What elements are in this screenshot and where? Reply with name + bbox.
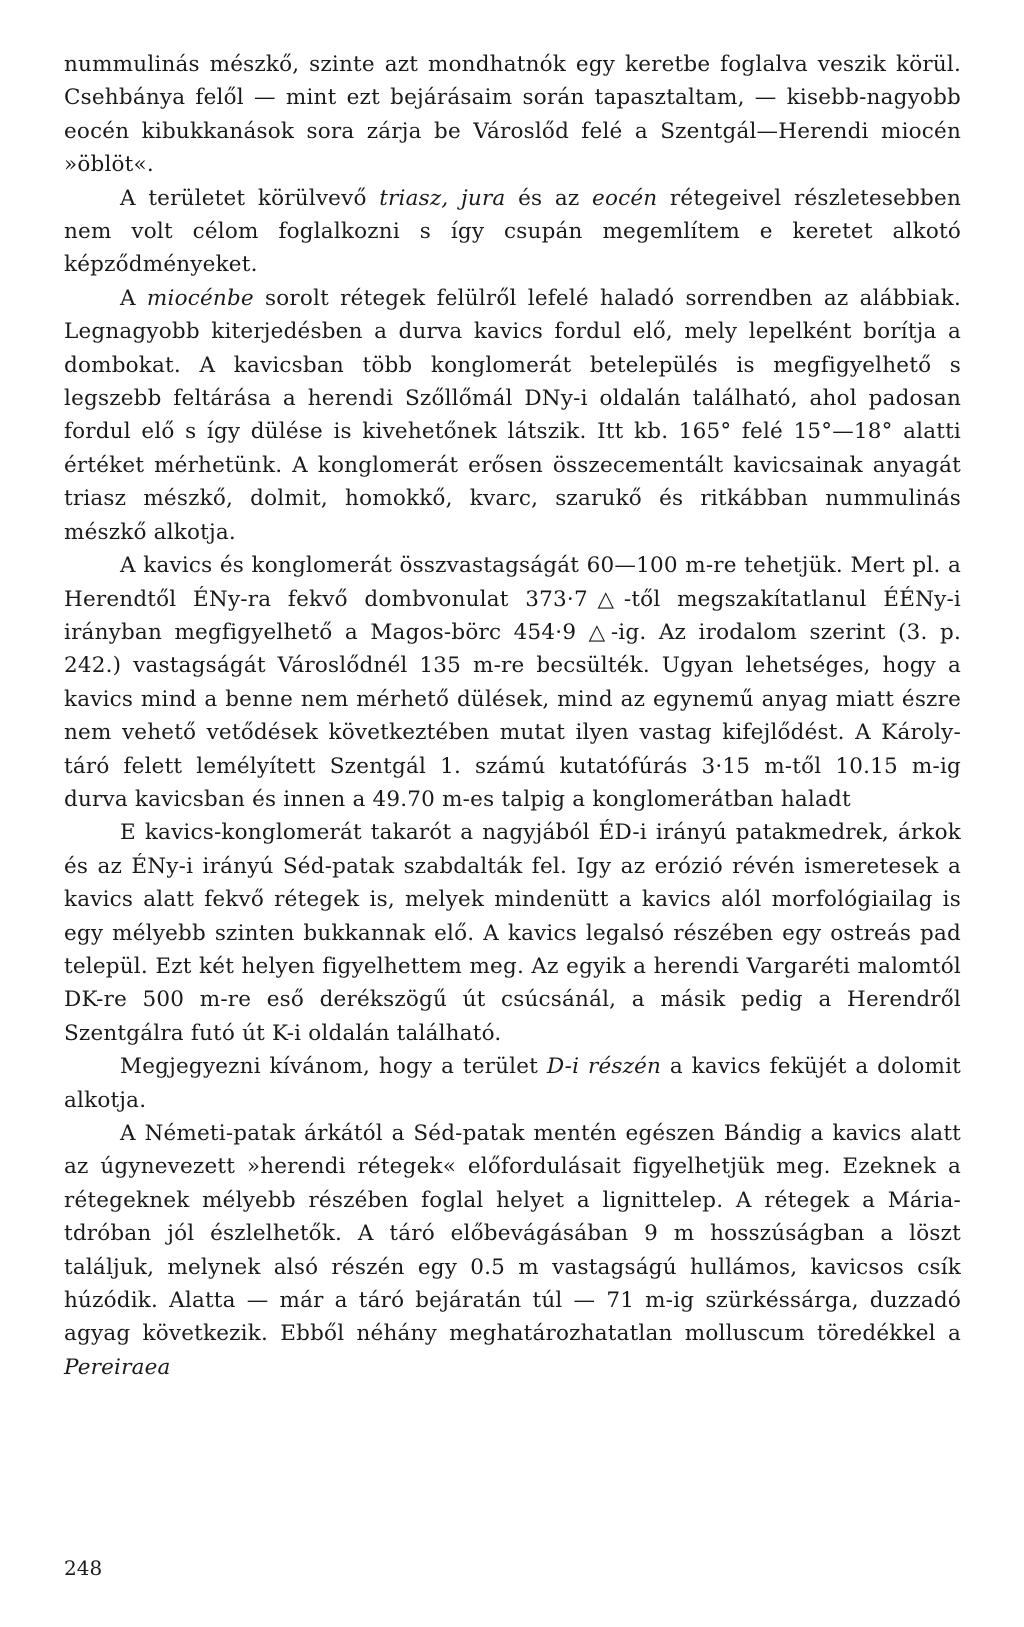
text-run: sorolt rétegek felülről lefelé haladó sorrendben az alábbiak. Legnagyobb kiterjedésben a durva kavics fordul elő, mely lepelként borítja a dombokat. A kavicsban több konglomerát betelepülés is megfigyelhető s legszebb feltárása a herendi Szőllőmál DNy-i oldalán található, ahol padosan fordul elő s így dülése is kivehetőnek látszik. Itt kb. 165° felé 15°—18° alatti értéket mérhetünk. A konglomerát erősen összecementált kavicsainak anyagát triasz mészkő, dolmit, homokkő, kvarc, szarukő és ritkábban nummulinás mészkő alkotja. [64,285,961,545]
italic-term: triasz, jura [379,185,506,211]
text-run: a kavics feküjét a dolomit alkotja. [64,1054,962,1113]
paragraph [64,48,961,182]
paragraph [64,816,961,1050]
italic-term: eocén [592,185,658,211]
text-run: nummulinás mészkő, szinte azt mondhatnók egy keretbe foglalva veszik körül. Csehbánya felől — mint ezt bejárásaim során tapasztaltam, — kisebb-nagyobb eocén kibukkanások sora zárja be Városlőd felé a Szentgál—Herendi miocén »öblöt«. [64,52,961,178]
italic-term: miocénbe [146,285,254,311]
paragraph [64,1050,961,1117]
italic-term: Pereiraea [64,1354,171,1380]
paragraph [64,282,961,549]
text-run: A Németi-patak árkától a Séd-patak mentén egészen Bándig a kavics alatt az úgynevezett »herendi rétegek« előfordulásait figyelhetjük meg. Ezeknek a rétegeknek mélyebb részében foglal helyet a lignittelep. A rétegek a Mária-tdróban jól észlelhetők. A táró előbevágásában 9 m hosszúságban a löszt találjuk, melynek alsó részén egy 0.5 m vastagságú hullámos, kavicsos csík húzódik. Alatta — már a táró bejáratán túl — 71 m-ig szürkéssárga, duzzadó agyag következik. Ebből néhány meghatározhatatlan molluscum töredékkel a [64,1121,961,1347]
text-run: A területet körülvevő [120,185,380,211]
text-run: Megjegyezni kívánom, hogy a terület [120,1054,547,1080]
text-run: A [120,285,147,311]
text-run: rétegeivel részletesebben nem volt célom foglalkozni s így csupán megemlítem e keretet alkotó képződményeket. [64,185,961,278]
page-number: 248 [64,1556,103,1580]
paragraph [64,182,961,282]
text-run: és az [505,185,593,211]
paragraph [64,1117,961,1384]
italic-term: D-i részén [546,1054,662,1080]
text-run: E kavics-konglomerát takarót a nagyjából ÉD-i irányú patakmedrek, árkok és az ÉNy-i irányú Séd-patak szabdalták fel. Igy az erózió révén ismeretesek a kavics alatt fekvő rétegek is, melyek mindenütt a kavics alól morfológiailag is egy mélyebb szinten bukkannak elő. A kavics legalsó részében egy ostreás pad települ. Ezt két helyen figyelhettem meg. Az egyik a herendi Vargaréti malomtól DK-re 500 m-re eső derékszögű út csúcsánál, a másik pedig a Herendről Szentgálra futó út K-i oldalán található. [64,820,961,1046]
page-body [64,48,961,1384]
paragraph [64,549,961,816]
text-run: A kavics és konglomerát összvastagságát 60—100 m-re tehetjük. Mert pl. a Herendtől ÉNy-ra fekvő dombvonulat 373·7△-től megszakítatlanul ÉÉNy-i irányban megfigyelhető a Magos-börc 454·9 △-ig. Az irodalom szerint (3. p. 242.) vastagságát Városlődnél 135 m-re becsülték. Ugyan lehetséges, hogy a kavics mind a benne nem mérhető dülések, mind az egynemű anyag miatt észre nem vehető vetődések következtében mutat ilyen vastag kifejlődést. A Károly-táró felett lemélyített Szentgál 1. számú kutatófúrás 3·15 m-től 10.15 m-ig durva kavicsban és innen a 49.70 m-es talpig a konglomerátban haladt [64,553,961,812]
